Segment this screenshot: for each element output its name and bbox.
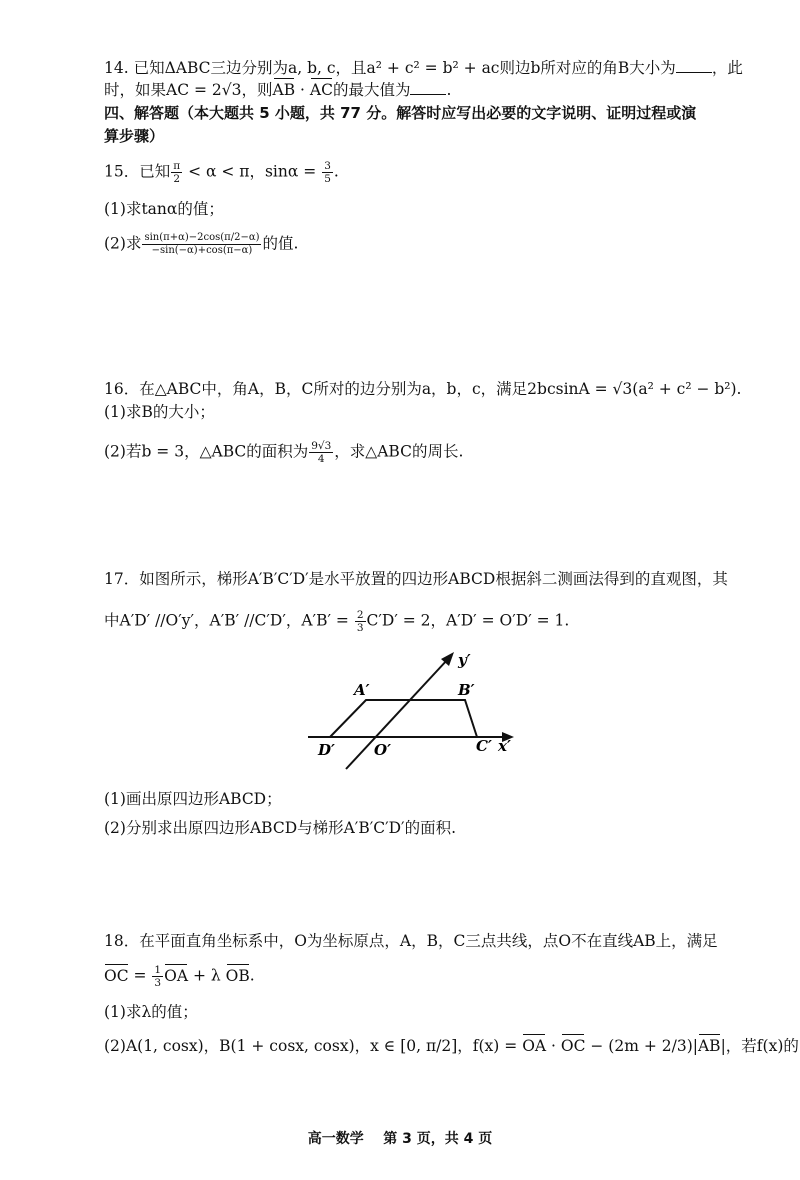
q14-text: ，此 bbox=[711, 59, 743, 77]
denominator: −sin(−α)+cos(π−α) bbox=[151, 245, 253, 256]
label-b-prime: B′ bbox=[458, 681, 475, 699]
numerator: 2 bbox=[356, 609, 364, 621]
vector-oa: OA bbox=[522, 1037, 547, 1055]
answer-blank bbox=[410, 80, 446, 95]
label-y-prime: y′ bbox=[458, 651, 471, 669]
vector-ab: AB bbox=[697, 1037, 721, 1055]
label-o-prime: O′ bbox=[374, 741, 392, 759]
vector-oc: OC bbox=[104, 966, 129, 985]
page-footer: 高一数学 第 3 页，共 4 页 bbox=[307, 1131, 493, 1147]
q18-text: |，若f(x)的 bbox=[720, 1037, 799, 1055]
q14-line2 bbox=[104, 80, 451, 100]
label-x-prime: x′ bbox=[498, 737, 511, 755]
q17-line2 bbox=[104, 609, 569, 634]
q18-line2 bbox=[104, 964, 255, 989]
q18-text: + λ bbox=[188, 966, 226, 985]
vector-oc: OC bbox=[560, 1037, 586, 1055]
answer-blank bbox=[676, 58, 712, 73]
numerator: 3 bbox=[324, 160, 331, 172]
q17-text: C′D′ = 2，A′D′ = O′D′ = 1. bbox=[366, 611, 570, 630]
trapezoid-figure bbox=[300, 645, 530, 775]
q18-line1: 18．在平面直角坐标系中，O为坐标原点，A，B，C三点共线，点O不在直线AB上，满足 bbox=[104, 932, 718, 950]
q14-line1 bbox=[104, 58, 743, 78]
q18-text: = bbox=[128, 966, 152, 985]
q17-line1: 17．如图所示，梯形A′B′C′D′是水平放置的四边形ABCD根据斜二测画法得到的直观图，其 bbox=[104, 570, 728, 588]
q16-line1: 16．在△ABC中，角A，B，C所对的边分别为a，b，c，满足2bcsinA = √3(a² + c² − b²). bbox=[104, 380, 742, 398]
label-a-prime: A′ bbox=[354, 681, 370, 699]
denominator: 4 bbox=[317, 453, 325, 465]
fraction bbox=[355, 609, 366, 634]
q15-part2 bbox=[104, 232, 298, 257]
vector-ob: OB bbox=[225, 966, 250, 985]
section-heading: 四、解答题（本大题共 5 小题，共 77 分。解答时应写出必要的文字说明、证明过程或演 bbox=[104, 104, 697, 122]
q18-text: (2)A(1, cosx)，B(1 + cosx, cosx)，x ∈ [0, π/2]，f(x) = bbox=[104, 1037, 523, 1055]
q15-part1: (1)求tanα的值； bbox=[104, 200, 224, 218]
label-c-prime: C′ bbox=[476, 737, 492, 755]
section-heading-cont: 算步骤） bbox=[104, 127, 165, 145]
fraction bbox=[142, 232, 261, 257]
numerator: 1 bbox=[154, 964, 162, 976]
q14-text: . bbox=[446, 81, 452, 99]
fraction bbox=[309, 440, 333, 465]
q15-text: . bbox=[333, 162, 339, 181]
fraction bbox=[152, 964, 163, 989]
fraction bbox=[322, 160, 333, 185]
denominator: 5 bbox=[324, 173, 331, 185]
denominator: 3 bbox=[356, 622, 364, 634]
q14-text: 的最大值为 bbox=[332, 81, 411, 99]
q17-part1: (1)画出原四边形ABCD； bbox=[104, 790, 282, 808]
q16-text: (2)若b = 3，△ABC的面积为 bbox=[104, 442, 309, 461]
q15-intro bbox=[104, 160, 339, 185]
denominator: 3 bbox=[154, 977, 162, 989]
vector-oa: OA bbox=[164, 966, 189, 985]
q18-text: . bbox=[249, 966, 255, 985]
dot-operator: · bbox=[295, 81, 310, 99]
q18-part2 bbox=[104, 1036, 799, 1056]
numerator: 9√3 bbox=[311, 440, 332, 452]
numerator: sin(π+α)−2cos(π/2−α) bbox=[144, 232, 260, 243]
q14-text: 时，如果AC = 2√3，则 bbox=[104, 81, 273, 99]
q15-text: 的值. bbox=[262, 234, 299, 253]
fraction bbox=[171, 160, 182, 185]
denominator: 2 bbox=[173, 173, 181, 185]
vector-ac: AC bbox=[309, 81, 333, 99]
numerator: π bbox=[173, 160, 181, 172]
q15-text: < α < π，sinα = bbox=[183, 162, 322, 181]
q18-text: − (2m + 2/3)| bbox=[585, 1037, 698, 1055]
q17-text: 中A′D′ //O′y′，A′B′ //C′D′，A′B′ = bbox=[104, 611, 354, 630]
q16-text: ，求△ABC的周长. bbox=[334, 442, 464, 461]
q15-text: 15．已知 bbox=[104, 162, 171, 181]
y-axis-line bbox=[346, 659, 448, 769]
q15-text: (2)求 bbox=[104, 234, 142, 253]
q18-part1: (1)求λ的值； bbox=[104, 1003, 198, 1021]
label-d-prime: D′ bbox=[318, 741, 335, 759]
q16-part1: (1)求B的大小； bbox=[104, 403, 215, 421]
q17-part2: (2)分别求出原四边形ABCD与梯形A′B′C′D′的面积. bbox=[104, 819, 456, 837]
q16-part2 bbox=[104, 440, 463, 465]
dot-operator: · bbox=[546, 1037, 561, 1055]
q14-text: 14. 已知ΔABC三边分别为a, b, c，且a² + c² = b² + ac则边b所对应的角B大小为 bbox=[104, 59, 676, 77]
vector-ab: AB bbox=[272, 81, 296, 99]
